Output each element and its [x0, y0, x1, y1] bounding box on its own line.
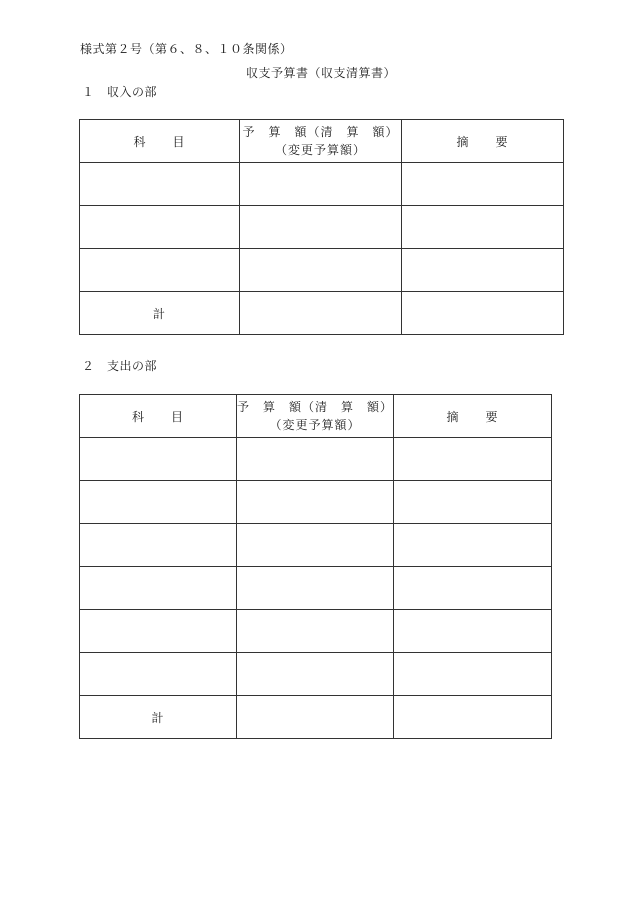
expense-col-amount	[237, 395, 394, 438]
income-item-cell[interactable]	[80, 206, 240, 249]
expense-item-cell[interactable]	[80, 481, 237, 524]
income-item-cell[interactable]	[80, 163, 240, 206]
expense-remarks-cell[interactable]	[394, 481, 552, 524]
expense-amount-cell[interactable]	[237, 653, 394, 696]
expense-item-cell[interactable]	[80, 438, 237, 481]
income-total-row	[80, 292, 564, 335]
income-col-amount	[240, 120, 402, 163]
expense-amount-cell[interactable]	[237, 567, 394, 610]
form-label: 様式第２号（第６、８、１０条関係）	[80, 42, 293, 56]
expense-section-heading: ２ 支出の部	[82, 359, 158, 373]
expense-remarks-cell[interactable]	[394, 610, 552, 653]
expense-col-remarks: 摘 要	[394, 395, 552, 438]
income-col-amount-line2: （変更予算額）	[274, 143, 366, 157]
income-amount-cell[interactable]	[240, 163, 402, 206]
income-total-amount-cell[interactable]	[240, 292, 402, 335]
table-row	[80, 610, 552, 653]
income-remarks-cell[interactable]	[402, 163, 564, 206]
income-section-heading: １ 収入の部	[82, 85, 158, 99]
expense-remarks-cell[interactable]	[394, 524, 552, 567]
income-remarks-cell[interactable]	[402, 206, 564, 249]
expense-amount-cell[interactable]	[237, 481, 394, 524]
expense-remarks-cell[interactable]	[394, 567, 552, 610]
table-row	[80, 481, 552, 524]
expense-col-amount-line2: （変更予算額）	[269, 418, 361, 432]
income-total-remarks-cell[interactable]	[402, 292, 564, 335]
expense-col-amount-line1: 予 算 額（清 算 額）	[237, 400, 394, 414]
expense-amount-cell[interactable]	[237, 610, 394, 653]
expense-col-item: 科 目	[80, 395, 237, 438]
income-amount-cell[interactable]	[240, 249, 402, 292]
document-title: 収支予算書（収支清算書）	[246, 66, 397, 80]
table-row	[80, 163, 564, 206]
income-remarks-cell[interactable]	[402, 249, 564, 292]
expense-header-row	[80, 395, 552, 438]
income-col-remarks: 摘 要	[402, 120, 564, 163]
table-row	[80, 524, 552, 567]
income-item-cell[interactable]	[80, 249, 240, 292]
table-row	[80, 567, 552, 610]
income-amount-cell[interactable]	[240, 206, 402, 249]
income-col-item: 科 目	[80, 120, 240, 163]
expense-total-label: 計	[80, 696, 237, 739]
expense-total-amount-cell[interactable]	[237, 696, 394, 739]
income-col-amount-line1: 予 算 額（清 算 額）	[242, 125, 399, 139]
expense-table	[79, 394, 552, 739]
expense-item-cell[interactable]	[80, 524, 237, 567]
expense-total-row	[80, 696, 552, 739]
expense-item-cell[interactable]	[80, 567, 237, 610]
expense-amount-cell[interactable]	[237, 438, 394, 481]
table-row	[80, 653, 552, 696]
expense-amount-cell[interactable]	[237, 524, 394, 567]
expense-total-remarks-cell[interactable]	[394, 696, 552, 739]
expense-item-cell[interactable]	[80, 610, 237, 653]
expense-remarks-cell[interactable]	[394, 653, 552, 696]
table-row	[80, 249, 564, 292]
expense-item-cell[interactable]	[80, 653, 237, 696]
income-header-row	[80, 120, 564, 163]
income-total-label: 計	[80, 292, 240, 335]
expense-remarks-cell[interactable]	[394, 438, 552, 481]
table-row	[80, 206, 564, 249]
table-row	[80, 438, 552, 481]
income-table	[79, 119, 564, 335]
